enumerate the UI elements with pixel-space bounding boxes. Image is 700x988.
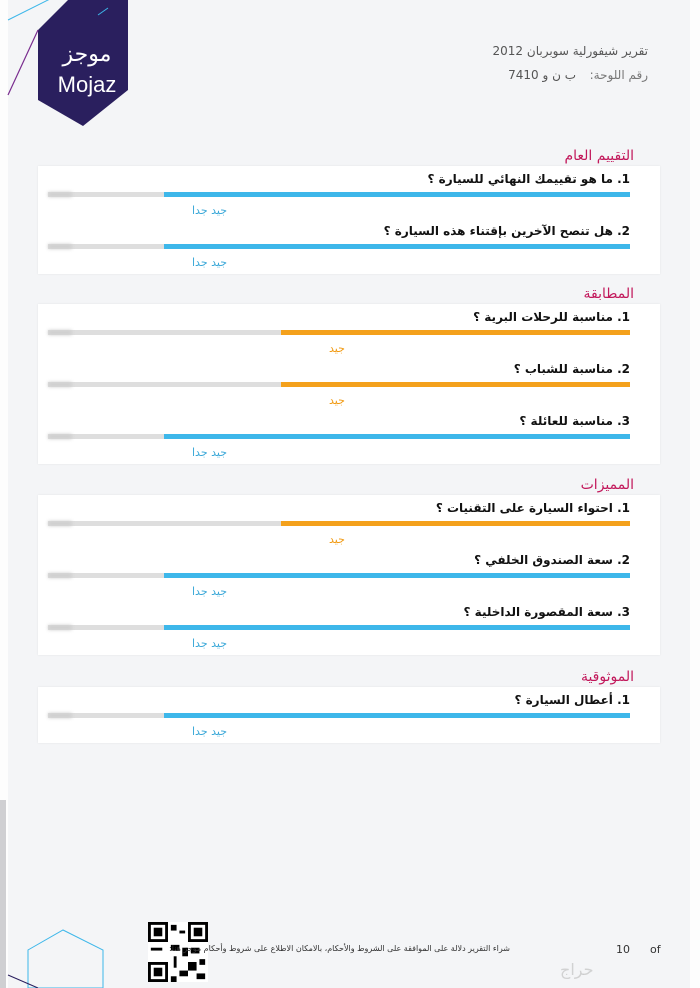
- blurred-marker: [48, 382, 72, 387]
- plate-label: رقم اللوحة:: [589, 68, 648, 82]
- question-label: 1. مناسبة للرحلات البرية ؟: [473, 310, 630, 324]
- rating-bar-fill: [164, 192, 630, 197]
- rating-bar-track: [48, 434, 630, 439]
- blurred-marker: [48, 521, 72, 526]
- rating-bar-fill: [164, 573, 630, 578]
- question-label: 2. هل تنصح الآخرين بإقتناء هذه السيارة ؟: [383, 224, 630, 238]
- page-of-label: of: [650, 943, 661, 956]
- corner-decoration-icon: [8, 920, 108, 988]
- rating-bar-fill: [164, 625, 630, 630]
- logo-english-text: Mojaz: [57, 72, 117, 97]
- blurred-marker: [48, 713, 72, 718]
- rating-label: جيد جدا: [192, 637, 228, 650]
- question-label: 2. سعة الصندوق الخلفي ؟: [474, 553, 630, 567]
- rating-label: جيد جدا: [192, 725, 228, 738]
- rating-bar-track: [48, 192, 630, 197]
- rating-bar-fill: [164, 713, 630, 718]
- blurred-marker: [48, 330, 72, 335]
- section-title: المطابقة: [583, 286, 634, 302]
- section-card: [38, 495, 660, 655]
- report-title: تقرير شيفورلية سوبربان 2012: [492, 44, 648, 58]
- section-card: [38, 304, 660, 464]
- rating-bar-track: [48, 382, 630, 387]
- question-label: 2. مناسبة للشباب ؟: [513, 362, 630, 376]
- rating-bar-track: [48, 244, 630, 249]
- blurred-marker: [48, 244, 72, 249]
- section-title: الموثوقية: [580, 669, 634, 685]
- rating-label: جيد جدا: [192, 585, 228, 598]
- plate-value: ب ن و 7410: [508, 68, 576, 82]
- blurred-marker: [48, 625, 72, 630]
- rating-bar-fill: [281, 330, 630, 335]
- rating-label: جيد جدا: [192, 204, 228, 217]
- rating-label: جيد: [329, 394, 345, 407]
- rating-bar-track: [48, 573, 630, 578]
- rating-bar-fill: [281, 382, 630, 387]
- blurred-marker: [48, 573, 72, 578]
- watermark: حراج: [560, 960, 594, 979]
- rating-label: جيد جدا: [192, 446, 228, 459]
- rating-bar-track: [48, 625, 630, 630]
- scrollbar[interactable]: [0, 800, 6, 988]
- rating-bar-track: [48, 713, 630, 718]
- question-label: 3. مناسبة للعائلة ؟: [519, 414, 630, 428]
- rating-label: جيد: [329, 533, 345, 546]
- rating-bar-fill: [281, 521, 630, 526]
- question-label: 1. احتواء السيارة على التقنيات ؟: [435, 501, 630, 515]
- page-number: 10: [616, 943, 630, 956]
- section-title: التقييم العام: [564, 148, 634, 164]
- question-label: 1. أعطال السيارة ؟: [514, 693, 630, 707]
- rating-bar-track: [48, 330, 630, 335]
- section-card: [38, 687, 660, 743]
- footer-note: شراء التقرير دلالة على الموافقة على الشروط والأحكام، بالامكان الاطلاع على شروط وأحكام موجز هنا:: [169, 944, 510, 953]
- question-label: 3. سعة المقصورة الداخلية ؟: [463, 605, 630, 619]
- question-label: 1. ما هو تقييمك النهائي للسيارة ؟: [427, 172, 630, 186]
- rating-bar-fill: [164, 244, 630, 249]
- rating-label: جيد: [329, 342, 345, 355]
- logo-arabic-text: موجز: [62, 42, 112, 67]
- rating-bar-track: [48, 521, 630, 526]
- rating-label: جيد جدا: [192, 256, 228, 269]
- rating-bar-fill: [164, 434, 630, 439]
- blurred-marker: [48, 192, 72, 197]
- section-title: المميزات: [580, 477, 634, 493]
- section-card: [38, 166, 660, 274]
- blurred-marker: [48, 434, 72, 439]
